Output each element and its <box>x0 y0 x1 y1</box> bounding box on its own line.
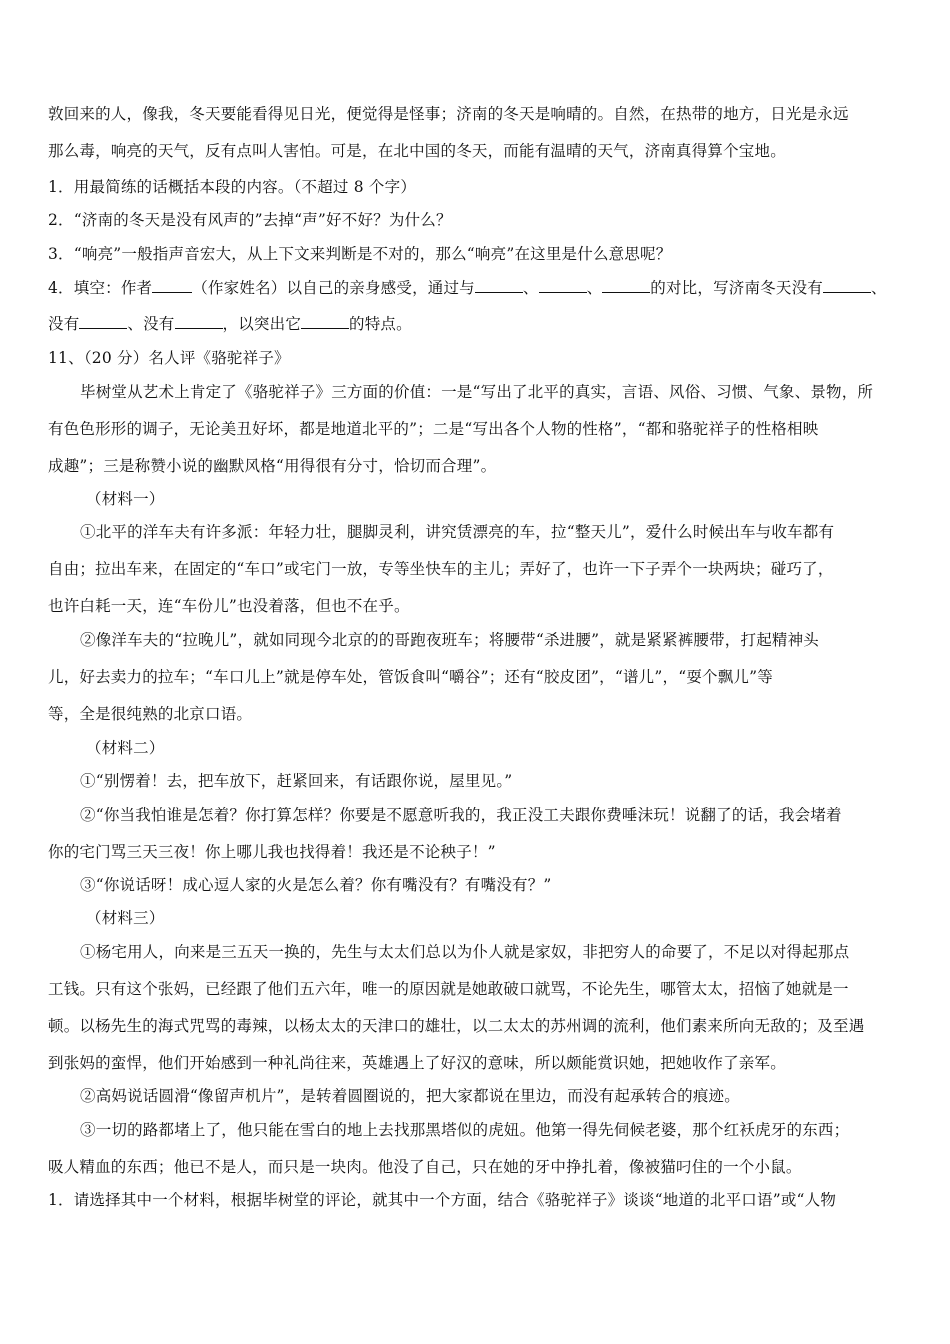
question-2: 2．“济南的冬天是没有风声的”去掉“声”好不好？为什么？ <box>48 211 452 229</box>
fill-blank[interactable] <box>602 278 650 293</box>
material-1-item-2: 儿，好去卖力的拉车；“车口儿上”就是停车处，管饭食叫“嚼谷”；还有“胶皮团”，“谱儿”，“耍个飘儿”等 <box>48 668 773 686</box>
material-3-item-1: ①杨宅用人，向来是三五天一换的，先生与太太们总以为仆人就是家奴，非把穷人的命要了，不足以对得起那点 <box>80 943 850 961</box>
fill-blank-author[interactable] <box>152 278 192 293</box>
material-1-item-1: 也许白耗一天，连“车份儿”也没着落，但也不在乎。 <box>48 597 410 615</box>
question-3: 3．“响亮”一般指声音宏大，从上下文来判断是不对的，那么“响亮”在这里是什么意思呢？ <box>48 245 672 263</box>
q4-text: 的对比，写济南冬天没有 <box>650 279 823 297</box>
material-3-item-2: ②高妈说话圆滑“像留声机片”，是转着圆圈说的，把大家都说在里边，而没有起承转合的痕迹。 <box>80 1087 740 1105</box>
material-3-item-1: 工钱。只有这个张妈，已经跟了他们五六年，唯一的原因就是她敢破口就骂，不论先生，哪管太太，招恼了她就是一 <box>48 980 849 998</box>
intro-paragraph: 毕树堂从艺术上肯定了《骆驼祥子》三方面的价值：一是“写出了北平的真实，言语、风俗、习惯、气象、景物，所 <box>80 383 874 401</box>
q4-text: ，以突出它 <box>222 315 302 333</box>
intro-paragraph: 有色色形形的调子，无论美丑好坏，都是地道北平的”；二是“写出各个人物的性格”，“都和骆驼祥子的性格相映 <box>48 420 819 438</box>
fill-blank[interactable] <box>475 278 523 293</box>
fill-blank[interactable] <box>175 314 223 329</box>
material-1-item-2: 等，全是很纯熟的北京口语。 <box>48 705 253 723</box>
question-11-1: 1．请选择其中一个材料，根据毕树堂的评论，就其中一个方面，结合《骆驼祥子》谈谈“地道的北平口语”或“人物 <box>48 1191 837 1209</box>
q4-text: 的特点。 <box>349 315 412 333</box>
q4-text: （作家姓名）以自己的亲身感受，通过与 <box>192 279 475 297</box>
separator: 、 <box>127 315 144 333</box>
fill-blank[interactable] <box>79 314 127 329</box>
question-1: 1．用最简练的话概括本段的内容。（不超过 8 个字） <box>48 178 417 196</box>
fill-blank[interactable] <box>823 278 871 293</box>
separator: 、 <box>522 279 539 297</box>
material-3-item-1: 顿。以杨先生的海式咒骂的毒辣，以杨太太的天津口的雄壮，以二太太的苏州调的流利，他们素来所向无敌的；及至遇 <box>48 1017 865 1035</box>
material-1-item-1: ①北平的洋车夫有许多派：年轻力壮，腿脚灵利，讲究赁漂亮的车，拉“整天儿”，爱什么时候出车与收车都有 <box>80 523 835 541</box>
material-2-item-1: ①“别愣着！去，把车放下，赶紧回来，有话跟你说，屋里见。” <box>80 772 513 790</box>
separator: 、 <box>586 279 603 297</box>
material-2-item-3: ③“你说话呀！成心逗人家的火是怎么着？你有嘴没有？有嘴没有？” <box>80 876 552 894</box>
q4-text: 没有 <box>48 315 80 333</box>
material-3-item-1: 到张妈的蛮悍，他们开始感到一种礼尚往来，英雄遇上了好汉的意味，所以颇能赏识她，把她收作了亲军。 <box>48 1054 786 1072</box>
passage-line: 那么毒，响亮的天气，反有点叫人害怕。可是，在北中国的冬天，而能有温晴的天气，济南真得算个宝地。 <box>48 142 786 160</box>
material-2-label: （材料二） <box>86 739 165 757</box>
question-11-header: 11、（20 分）名人评《骆驼祥子》 <box>48 349 290 367</box>
passage-line: 敦回来的人，像我，冬天要能看得见日光，便觉得是怪事；济南的冬天是响晴的。自然，在热带的地方，日光是永远 <box>48 105 849 123</box>
q4-text: 没有 <box>143 315 175 333</box>
material-1-item-1: 自由；拉出车来，在固定的“车口”或宅门一放，专等坐快车的主儿；弄好了，也许一下子弄个一块两块；碰巧了， <box>48 560 834 578</box>
question-4 <box>48 278 908 298</box>
material-1-label: （材料一） <box>86 490 165 508</box>
material-2-item-2: ②“你当我怕谁是怎着？你打算怎样？你要是不愿意听我的，我正没工夫跟你费唾沫玩！说翻了的话，我会堵着 <box>80 806 842 824</box>
question-4-cont <box>48 314 908 334</box>
q4-text: 4．填空：作者 <box>48 279 153 297</box>
material-2-item-2: 你的宅门骂三天三夜！你上哪儿我也找得着！我还是不论秧子！” <box>48 843 496 861</box>
fill-blank[interactable] <box>539 278 587 293</box>
material-3-item-3: ③一切的路都堵上了，他只能在雪白的地上去找那黑塔似的虎妞。他第一得先伺候老婆，那个红袄虎牙的东西； <box>80 1121 850 1139</box>
fill-blank[interactable] <box>301 314 349 329</box>
separator: 、 <box>870 279 887 297</box>
intro-paragraph: 成趣”；三是称赞小说的幽默风格“用得很有分寸，恰切而合理”。 <box>48 457 497 475</box>
material-3-label: （材料三） <box>86 909 165 927</box>
material-3-item-3: 吸人精血的东西；他已不是人，而只是一块肉。他没了自己，只在她的牙中挣扎着，像被猫叼住的一个小鼠。 <box>48 1158 802 1176</box>
material-1-item-2: ②像洋车夫的“拉晚儿”，就如同现今北京的的哥跑夜班车；将腰带“杀进腰”，就是紧紧裤腰带，打起精神头 <box>80 631 819 649</box>
